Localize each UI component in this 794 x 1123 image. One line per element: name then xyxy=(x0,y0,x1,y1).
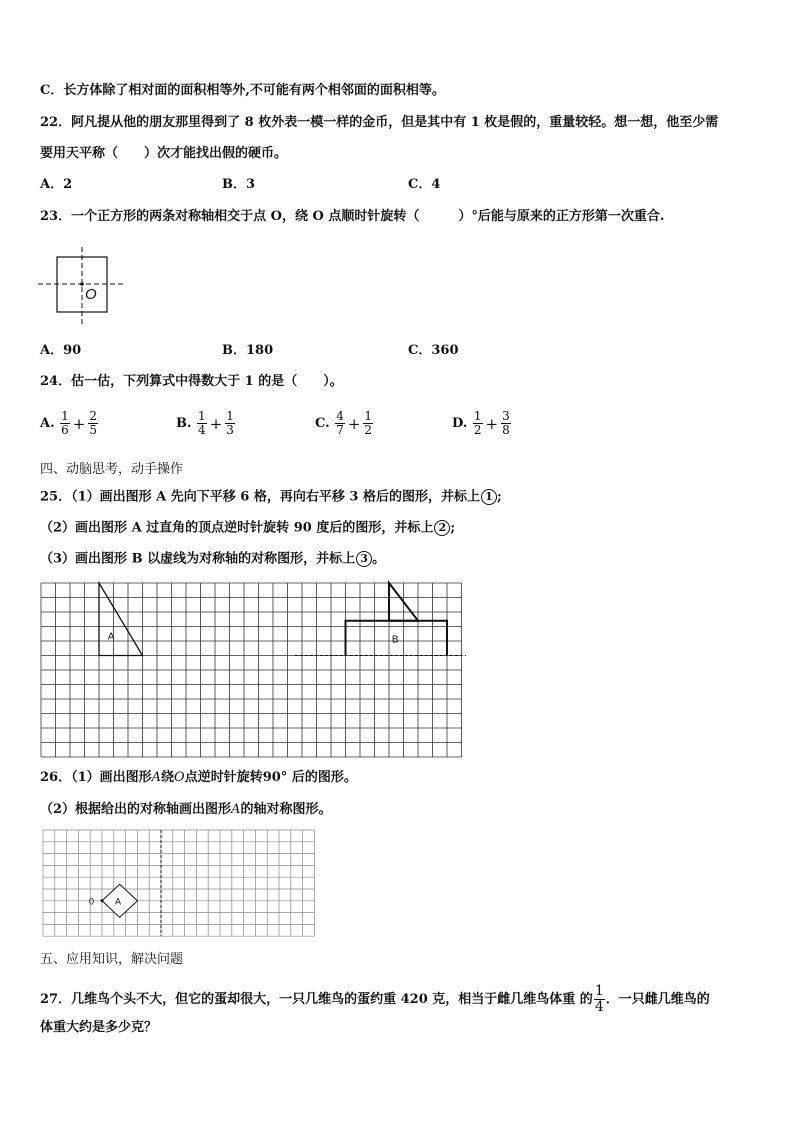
q23-option-a: A．90 xyxy=(40,343,82,358)
numerator: 1 xyxy=(226,409,234,423)
denominator: 6 xyxy=(61,423,69,437)
label-a: A xyxy=(107,631,115,643)
var-a: A xyxy=(231,802,241,817)
denominator: 2 xyxy=(473,423,482,437)
numerator: 1 xyxy=(61,409,69,423)
q26-text-line1 xyxy=(40,770,357,786)
semicolon: ; xyxy=(450,520,456,536)
q27-text-post: ．一只雌几维鸟的 xyxy=(605,992,710,1007)
numerator: 1 xyxy=(198,409,206,423)
numerator: 1 xyxy=(594,983,604,999)
var-a: A xyxy=(151,770,162,785)
q22-option-a: A．2 xyxy=(40,177,73,192)
section-4-heading: 四、动脑思考，动手操作 xyxy=(40,462,184,477)
fraction xyxy=(225,410,235,437)
q26-instruction-1-pre: 26．（1）画出图形 xyxy=(40,770,152,785)
denominator: 4 xyxy=(198,423,206,437)
q24-text: 24．估一估，下列算式中得数大于 1 的是（ ）。 xyxy=(40,374,343,389)
option-letter: A. xyxy=(40,416,55,431)
fraction xyxy=(501,410,511,437)
semicolon: ; xyxy=(496,489,502,505)
q26-grid-figure xyxy=(40,827,320,947)
point-o-label: O xyxy=(85,286,97,303)
numerator: 2 xyxy=(89,409,98,423)
label-a: A xyxy=(114,896,121,907)
q26-instruction-1-post: 点逆时针旋转90° 后的图形。 xyxy=(184,770,357,785)
numerator: 1 xyxy=(473,409,482,423)
q27-text-pre: 27．几维鸟个头不大，但它的蛋却很大，一只几维鸟的蛋约重 420 克，相当于雌几维鸟体重 的 xyxy=(40,992,593,1007)
q24-option-d xyxy=(452,410,512,437)
circled-number-2: 2 xyxy=(434,520,450,536)
q24-option-b xyxy=(176,410,236,437)
denominator: 2 xyxy=(364,423,373,437)
q24-option-a xyxy=(40,410,99,437)
q25-instruction-2: （2）画出图形 A 过直角的顶点逆时针旋转 90 度后的图形，并标上 xyxy=(40,520,434,536)
fraction xyxy=(60,410,70,437)
q26-instruction-1-mid: 绕 xyxy=(161,770,175,785)
q25-grid-figure xyxy=(38,580,468,760)
fraction xyxy=(197,410,207,437)
q25-instruction-1: 25．（1）画出图形 A 先向下平移 6 格，再向右平移 3 格后的图形，并标上 xyxy=(40,489,480,505)
label-o: 0 xyxy=(89,896,95,907)
option-letter: D. xyxy=(452,416,468,431)
q26-text-line2 xyxy=(40,802,331,818)
numerator: 1 xyxy=(364,409,373,423)
plus-sign: + xyxy=(347,414,361,433)
center-point xyxy=(80,282,84,286)
q26-instruction-2-post: 的轴对称图形。 xyxy=(240,802,332,817)
denominator: 8 xyxy=(502,423,510,437)
q22-option-c: C．4 xyxy=(408,177,441,192)
q25-text-line2 xyxy=(40,520,455,537)
numerator: 3 xyxy=(502,409,510,423)
q27-text-line2: 体重大约是多少克？ xyxy=(40,1020,158,1035)
denominator: 7 xyxy=(336,423,344,437)
point-o xyxy=(101,899,104,902)
denominator: 5 xyxy=(89,423,98,437)
q23-text: 23．一个正方形的两条对称轴相交于点 O，绕 O 点顺时针旋转（ ）°后能与原来的正方形第一次重合. xyxy=(40,209,665,224)
plus-sign: + xyxy=(485,414,499,433)
q22-option-b: B．3 xyxy=(222,177,256,192)
q23-option-b: B．180 xyxy=(222,343,274,358)
q26-instruction-2-pre: （2）根据给出的对称轴画出图形 xyxy=(40,802,232,817)
option-letter: B. xyxy=(176,416,192,431)
q24-option-c xyxy=(315,410,374,437)
section-5-heading: 五、应用知识，解决问题 xyxy=(40,952,184,967)
q23-square-figure xyxy=(36,252,136,342)
triangle-a xyxy=(99,583,143,656)
var-o: O xyxy=(174,770,185,785)
option-letter: C. xyxy=(315,416,330,431)
denominator: 4 xyxy=(594,999,604,1015)
fraction xyxy=(473,410,483,437)
q27-text-line1 xyxy=(40,984,710,1015)
fraction xyxy=(594,984,605,1015)
q23-option-c: C．360 xyxy=(408,343,459,358)
numerator: 4 xyxy=(336,409,344,423)
q25-text-line3 xyxy=(40,551,385,568)
circled-number-1: 1 xyxy=(481,489,497,505)
denominator: 3 xyxy=(226,423,234,437)
label-b: B xyxy=(391,634,399,646)
q22-text-line2: 要用天平称（ ）次才能找出假的硬币。 xyxy=(40,146,288,161)
period: 。 xyxy=(372,551,386,567)
q21-option-c: C．长方体除了相对面的面积相等外,不可能有两个相邻面的面积相等。 xyxy=(40,83,445,98)
circled-number-3: 3 xyxy=(356,551,372,567)
fraction xyxy=(335,410,345,437)
plus-sign: + xyxy=(209,414,223,433)
plus-sign: + xyxy=(72,414,86,433)
fraction xyxy=(88,410,98,437)
q25-text-line1 xyxy=(40,489,502,506)
fraction xyxy=(363,410,373,437)
q22-text-line1: 22．阿凡提从他的朋友那里得到了 8 枚外表一模一样的金币，但是其中有 1 枚是假的，重量较轻。想一想，他至少需 xyxy=(40,115,719,130)
q25-instruction-3: （3）画出图形 B 以虚线为对称轴的对称图形，并标上 xyxy=(40,551,356,567)
